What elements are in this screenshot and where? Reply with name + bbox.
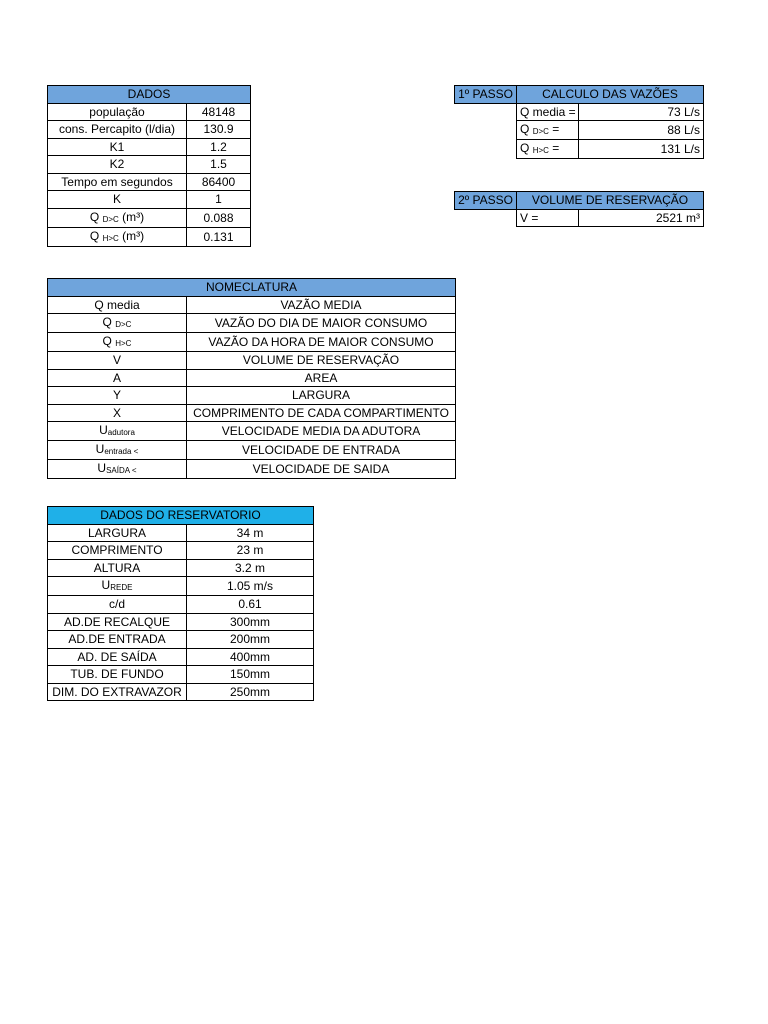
table-row: V VOLUME DE RESERVAÇÃO xyxy=(48,352,456,370)
table-row: Q $_{H>C}$ VAZÃO DA HORA DE MAIOR CONSUMO xyxy=(48,333,456,352)
table-row: AD. DE SAÍDA 400mm xyxy=(48,648,314,666)
step-1-label: 1º PASSO xyxy=(454,85,517,104)
step-2-label: 2º PASSO xyxy=(454,191,517,210)
table-row: $U_{REDE}$ 1.05 m/s xyxy=(48,577,314,596)
table-row: população 48148 xyxy=(48,103,251,121)
nomenclatura-table xyxy=(47,278,456,479)
table-row: Q $_{H>C}$ = 131 L/s xyxy=(517,140,704,159)
table-row: $U_{SAÍDA <}$ VELOCIDADE DE SAIDA xyxy=(48,460,456,479)
table-row: Q $_{D>C}$ VAZÃO DO DIA DE MAIOR CONSUMO xyxy=(48,314,456,333)
table-row: Q $_{D>C}$ (m³) 0.088 xyxy=(48,208,251,227)
table-row: LARGURA 34 m xyxy=(48,524,314,542)
table-row: X COMPRIMENTO DE CADA COMPARTIMENTO xyxy=(48,404,456,422)
table-row: $U_{entrada <}$ VELOCIDADE DE ENTRADA xyxy=(48,441,456,460)
table-row: V = 2521 m³ xyxy=(517,209,704,227)
table-row: Tempo em segundos 86400 xyxy=(48,173,251,191)
dados-title: DADOS xyxy=(48,86,251,104)
nomenclatura-title: NOMECLATURA xyxy=(48,279,456,297)
table-row: $U_{adutora}$ VELOCIDADE MEDIA DA ADUTORA xyxy=(48,422,456,441)
reservatorio-title: DADOS DO RESERVATORIO xyxy=(48,507,314,525)
table-row: cons. Percapito (l/dia) 130.9 xyxy=(48,121,251,139)
table-row: A AREA xyxy=(48,369,456,387)
dados-table xyxy=(47,85,251,247)
table-row: K 1 xyxy=(48,191,251,209)
table-row: Q media = 73 L/s xyxy=(517,103,704,121)
table-row: K1 1.2 xyxy=(48,138,251,156)
reservacao-title: VOLUME DE RESERVAÇÃO xyxy=(517,192,704,210)
table-row: DIM. DO EXTRAVAZOR 250mm xyxy=(48,683,314,701)
vazoes-table xyxy=(516,85,704,159)
table-row: Q $_{D>C}$ = 88 L/s xyxy=(517,121,704,140)
table-row: AD.DE RECALQUE 300mm xyxy=(48,613,314,631)
reservacao-table xyxy=(516,191,704,227)
reservatorio-table xyxy=(47,506,314,701)
table-row: c/d 0.61 xyxy=(48,596,314,614)
table-row: TUB. DE FUNDO 150mm xyxy=(48,666,314,684)
table-row: K2 1.5 xyxy=(48,156,251,174)
table-row: COMPRIMENTO 23 m xyxy=(48,542,314,560)
table-row: AD.DE ENTRADA 200mm xyxy=(48,631,314,649)
table-row: Y LARGURA xyxy=(48,387,456,405)
table-row: Q $_{H>C}$ (m³) 0.131 xyxy=(48,227,251,246)
table-row: Q media VAZÃO MEDIA xyxy=(48,296,456,314)
vazoes-title: CALCULO DAS VAZÕES xyxy=(517,86,704,104)
table-row: ALTURA 3.2 m xyxy=(48,559,314,577)
